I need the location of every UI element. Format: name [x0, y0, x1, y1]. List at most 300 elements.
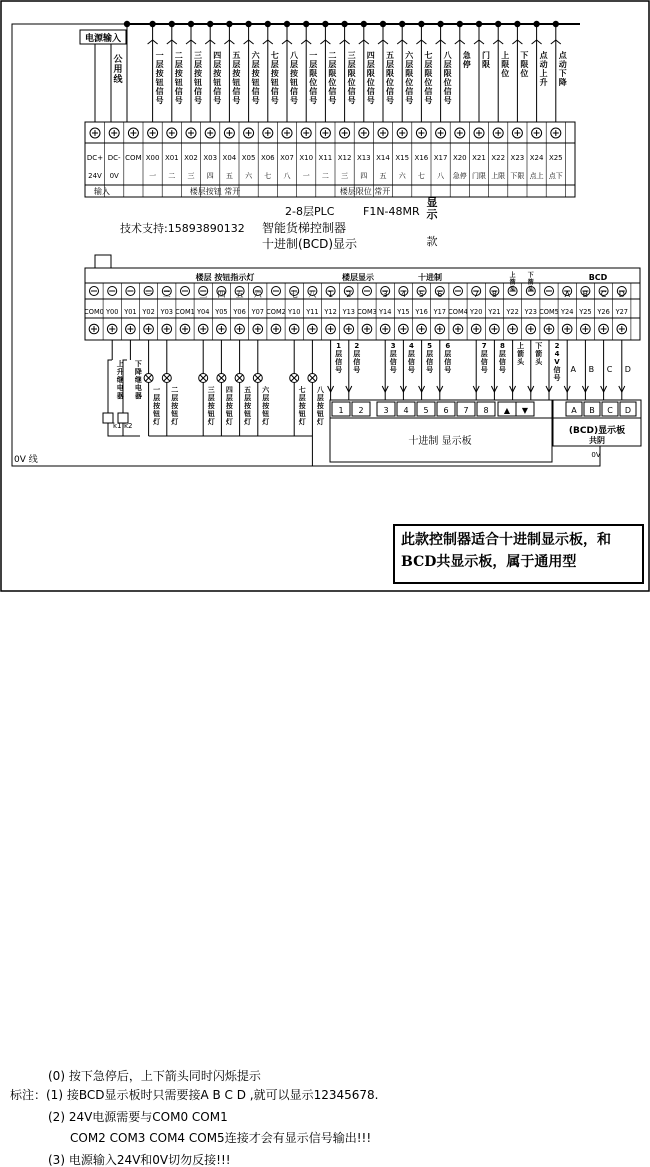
svg-text:按: 按 [174, 69, 183, 78]
bottom-terminal-y02: Y02 [142, 308, 155, 316]
svg-text:八: 八 [443, 51, 452, 60]
svg-text:按: 按 [270, 69, 279, 78]
top-terminal-sub-15: 五 [379, 172, 387, 180]
output-wire-label-19 [535, 341, 543, 366]
bcd-cell-label-0: A [571, 406, 577, 415]
output-wire-label-3 [170, 386, 179, 426]
plc-title-line1: 2-8层PLC [285, 205, 335, 218]
bottom-sub-label-15: 8 [491, 290, 497, 299]
svg-text:用: 用 [113, 65, 123, 75]
bottom-sub-label-20: C [600, 290, 607, 299]
svg-text:灯: 灯 [316, 418, 324, 426]
top-terminal-x25: X25 [548, 154, 563, 162]
svg-text:钮: 钮 [155, 78, 164, 87]
svg-text:号: 号 [366, 96, 375, 105]
decimal-group-label: 十进制 [418, 273, 442, 282]
output-wire-label-7 [261, 385, 270, 426]
bottom-terminal-y04: Y04 [196, 308, 210, 316]
top-terminal-sub-1: 0V [109, 172, 119, 180]
bcd-cell-label-1: B [589, 406, 595, 415]
svg-text:钮: 钮 [174, 78, 183, 87]
svg-text:急: 急 [462, 51, 471, 60]
svg-text:信: 信 [386, 87, 394, 96]
bottom-terminal-com0: COM0 [84, 308, 104, 316]
svg-text:钮: 钮 [251, 78, 260, 87]
svg-text:显: 显 [426, 196, 438, 209]
svg-text:二: 二 [171, 386, 179, 394]
top-terminal-sub-16: 六 [398, 172, 406, 180]
svg-text:按: 按 [194, 69, 202, 78]
top-terminal-x22: X22 [491, 154, 506, 162]
svg-text:降: 降 [134, 368, 142, 376]
svg-text:信: 信 [553, 366, 561, 374]
svg-text:四: 四 [225, 386, 233, 394]
svg-text:信: 信 [480, 358, 488, 366]
svg-text:层: 层 [405, 60, 414, 69]
top-wire-label-16 [463, 50, 472, 69]
svg-text:号: 号 [328, 96, 337, 105]
svg-text:信: 信 [270, 87, 279, 96]
svg-text:号: 号 [270, 96, 279, 105]
svg-text:位: 位 [386, 78, 394, 87]
svg-text:头: 头 [535, 358, 543, 366]
svg-text:灯: 灯 [225, 418, 233, 426]
bottom-terminal-y21: Y21 [488, 308, 501, 316]
output-wire-label-13 [408, 342, 415, 374]
bcd-wire-label-3: D [624, 365, 631, 374]
note-2: (2) 24V电源需要与COM0 COM1 [48, 1110, 228, 1124]
bcd-cell-label-2: C [607, 406, 613, 415]
top-wire-label-18 [500, 50, 509, 78]
output-wire-label-11 [353, 342, 360, 374]
svg-text:信: 信 [194, 87, 202, 96]
svg-text:号: 号 [232, 96, 241, 105]
top-wire-label-6 [270, 50, 280, 105]
bottom-terminal-y07: Y07 [251, 308, 265, 316]
svg-text:层: 层 [353, 350, 361, 358]
output-wire-label-8 [298, 385, 307, 426]
svg-text:钮: 钮 [225, 410, 233, 418]
svg-text:器: 器 [116, 392, 124, 400]
decimal-cell-label-5: 6 [443, 406, 449, 415]
svg-text:钮: 钮 [153, 410, 161, 418]
svg-text:层: 层 [213, 60, 222, 69]
svg-text:四: 四 [366, 51, 375, 60]
bottom-terminal-y15: Y15 [397, 308, 410, 316]
compatibility-note-box: 此款控制器适合十进制显示板，和BCD共显示板，属于通用型 [393, 524, 644, 584]
bottom-terminal-y11: Y11 [306, 308, 319, 316]
svg-text:按: 按 [298, 402, 306, 410]
svg-text:下: 下 [558, 69, 567, 78]
svg-text:升: 升 [116, 368, 124, 376]
svg-text:位: 位 [501, 69, 510, 78]
svg-text:按: 按 [171, 402, 179, 410]
svg-text:号: 号 [444, 366, 452, 374]
svg-text:层: 层 [232, 60, 241, 69]
common-line-label [113, 54, 123, 85]
bottom-terminal-y00: Y00 [105, 308, 119, 316]
svg-text:三: 三 [207, 386, 215, 394]
svg-text:号: 号 [347, 96, 356, 105]
top-terminal-sub-10: 八 [283, 172, 291, 180]
svg-text:信: 信 [347, 87, 356, 96]
svg-text:号: 号 [443, 96, 452, 105]
svg-text:层: 层 [443, 60, 452, 69]
top-wire-label-1 [174, 51, 184, 105]
input-group-label: 输入 [94, 187, 110, 196]
bottom-sub-label-4: 五 [235, 290, 244, 299]
top-terminal-x04: X04 [222, 154, 237, 162]
svg-text:位: 位 [424, 78, 433, 87]
svg-text:号: 号 [309, 96, 318, 105]
bottom-terminal-y03: Y03 [160, 308, 174, 316]
output-wire-label-16 [481, 342, 488, 374]
bottom-sub-label-1: 二 [162, 290, 171, 299]
svg-text:层: 层 [407, 350, 415, 358]
svg-text:号: 号 [155, 96, 164, 105]
svg-text:继: 继 [134, 376, 142, 384]
svg-text:下: 下 [134, 360, 142, 368]
svg-text:信: 信 [498, 358, 506, 366]
svg-text:号: 号 [480, 366, 488, 374]
bottom-sub-label-21: D [618, 290, 625, 299]
svg-text:六: 六 [262, 386, 270, 394]
output-wire-label-20 [554, 342, 561, 382]
output-wire-label-17 [499, 342, 506, 374]
svg-text:信: 信 [353, 358, 361, 366]
svg-text:点: 点 [558, 51, 567, 60]
bcd-zero-v-label: 0V [591, 451, 601, 459]
svg-text:钮: 钮 [213, 78, 222, 87]
top-terminal-sub-8: 六 [245, 172, 253, 180]
top-terminal-sub-7: 五 [225, 172, 233, 180]
svg-text:号: 号 [213, 96, 222, 105]
display-type-label [427, 195, 439, 248]
svg-text:号: 号 [405, 96, 414, 105]
svg-text:信: 信 [155, 87, 164, 96]
top-terminal-x14: X14 [376, 154, 390, 162]
top-wire-label-15 [443, 51, 453, 105]
bottom-sub-label-10: 3 [382, 290, 388, 299]
top-wire-label-4 [231, 51, 241, 105]
svg-text:层: 层 [225, 394, 233, 402]
svg-text:八: 八 [316, 386, 324, 394]
top-terminal-x06: X06 [260, 154, 275, 162]
top-terminal-sub-14: 四 [360, 172, 368, 180]
svg-text:1: 1 [336, 342, 342, 350]
top-terminal-sub-23: 点上 [529, 172, 544, 180]
plc-model: F1N-48MR [363, 205, 420, 218]
svg-text:层: 层 [298, 394, 306, 402]
svg-text:按: 按 [155, 69, 164, 78]
svg-text:号: 号 [251, 96, 260, 105]
output-wire-label-5 [225, 386, 234, 426]
svg-text:停: 停 [462, 60, 471, 69]
svg-text:钮: 钮 [232, 78, 241, 87]
decimal-cell-label-1: 2 [358, 406, 364, 415]
top-terminal-sub-4: 二 [168, 172, 176, 180]
top-wire-label-11 [366, 51, 375, 105]
svg-text:七: 七 [298, 386, 306, 394]
svg-text:信: 信 [328, 87, 337, 96]
tech-support: 技术支持:15893890132 [120, 222, 245, 235]
bottom-sub-label-11: 4 [400, 290, 406, 299]
svg-text:器: 器 [134, 392, 142, 400]
svg-text:三: 三 [347, 51, 356, 60]
svg-text:层: 层 [153, 394, 161, 402]
top-wire-label-19 [519, 50, 528, 78]
bottom-terminal-y24: Y24 [560, 308, 574, 316]
svg-text:钮: 钮 [290, 78, 298, 87]
svg-text:款: 款 [426, 235, 438, 248]
svg-text:号: 号 [386, 96, 394, 105]
output-wire-label-18 [517, 341, 525, 366]
zero-v-label: 0V 线 [14, 455, 38, 465]
svg-text:限: 限 [366, 69, 375, 78]
svg-text:六: 六 [251, 51, 260, 60]
floor-lights-group-label: 楼层 按钮指示灯 [195, 273, 255, 282]
svg-text:电: 电 [116, 384, 124, 392]
top-wire-label-0 [155, 51, 165, 105]
svg-text:按: 按 [244, 402, 252, 410]
svg-text:灯: 灯 [298, 418, 306, 426]
output-wire-label-14 [426, 342, 433, 374]
top-wire-label-14 [423, 50, 432, 105]
top-terminal-x15: X15 [395, 154, 410, 162]
svg-text:上: 上 [116, 360, 124, 368]
svg-text:上: 上 [509, 272, 516, 279]
svg-text:层: 层 [309, 60, 318, 69]
svg-text:按: 按 [290, 69, 298, 78]
svg-text:层: 层 [426, 350, 434, 358]
svg-text:限: 限 [309, 69, 318, 78]
svg-text:2: 2 [554, 342, 560, 350]
top-terminal-sub-17: 七 [417, 172, 425, 180]
svg-text:示: 示 [426, 208, 438, 221]
top-wire-label-5 [251, 50, 261, 105]
bcd-wire-label-2: C [606, 365, 613, 374]
svg-text:按: 按 [232, 69, 241, 78]
svg-text:限: 限 [501, 60, 510, 69]
svg-text:位: 位 [520, 69, 529, 78]
svg-text:号: 号 [407, 366, 415, 374]
svg-text:信: 信 [290, 87, 298, 96]
svg-text:层: 层 [290, 60, 298, 69]
svg-text:层: 层 [335, 350, 343, 358]
top-input-wires [148, 24, 568, 122]
top-wire-label-20 [540, 50, 549, 87]
svg-text:V: V [554, 358, 560, 366]
bottom-terminal-y13: Y13 [342, 308, 356, 316]
svg-text:号: 号 [335, 366, 343, 374]
bottom-terminal-y20: Y20 [469, 308, 483, 316]
svg-text:层: 层 [328, 60, 337, 69]
top-wire-label-21 [559, 50, 568, 87]
svg-text:信: 信 [232, 87, 241, 96]
output-wire-label-2 [152, 386, 161, 426]
decimal-board-title: 十进制 显示板 [408, 436, 472, 447]
svg-text:限: 限 [424, 69, 433, 78]
decimal-cell-label-9: ▼ [521, 406, 529, 415]
floor-limits-group-label: 楼层限位 常开 [339, 187, 391, 196]
bcd-board-title: (BCD)显示板 [568, 426, 626, 436]
top-terminal-x11: X11 [318, 154, 333, 162]
svg-text:位: 位 [443, 78, 452, 87]
top-terminal-x16: X16 [414, 154, 429, 162]
top-terminal-x13: X13 [356, 154, 371, 162]
svg-text:层: 层 [424, 60, 433, 69]
svg-text:层: 层 [480, 350, 488, 358]
svg-text:信: 信 [426, 358, 434, 366]
svg-text:层: 层 [270, 60, 279, 69]
top-wire-label-17 [482, 50, 490, 69]
common-line-text [113, 54, 123, 85]
display-type-text [427, 195, 439, 221]
svg-text:上: 上 [539, 69, 548, 78]
svg-text:按: 按 [316, 402, 324, 410]
top-terminal-com: COM [125, 154, 142, 162]
decimal-cell-label-2: 3 [383, 406, 389, 415]
svg-text:头: 头 [527, 286, 534, 293]
svg-text:信: 信 [407, 358, 415, 366]
note-1: (1) 接BCD显示板时只需要接A B C D ,就可以显示12345678. [46, 1088, 379, 1102]
svg-text:五: 五 [244, 386, 252, 394]
bottom-terminal-y14: Y14 [378, 308, 392, 316]
bottom-sub-label-16 [510, 271, 517, 293]
decimal-cell-label-4: 5 [423, 406, 429, 415]
svg-text:箭: 箭 [527, 279, 534, 286]
svg-text:信: 信 [309, 87, 318, 96]
bottom-sub-label-17 [528, 271, 535, 293]
top-wire-label-3 [212, 51, 222, 105]
svg-text:限: 限 [443, 69, 452, 78]
decimal-cell-label-0: 1 [338, 406, 344, 415]
svg-text:头: 头 [509, 286, 516, 293]
svg-text:按: 按 [251, 69, 260, 78]
com0-jumper [95, 255, 111, 268]
bottom-terminal-y25: Y25 [579, 308, 592, 316]
top-terminal-x20: X20 [452, 154, 467, 162]
note-2b: COM2 COM3 COM4 COM5连接才会有显示信号输出!!! [70, 1131, 372, 1145]
top-wire-label-8 [308, 51, 317, 105]
svg-text:限: 限 [482, 60, 490, 69]
svg-text:限: 限 [405, 69, 414, 78]
top-terminal-sub-3: 一 [149, 172, 157, 180]
bottom-sub-label-5: 六 [253, 290, 262, 299]
svg-text:钮: 钮 [270, 78, 279, 87]
relay-k1-label: k1 [113, 422, 122, 430]
svg-text:信: 信 [174, 87, 183, 96]
top-terminal-sub-9: 七 [264, 172, 272, 180]
output-wire-label-9 [316, 386, 325, 426]
svg-text:层: 层 [366, 60, 375, 69]
top-terminal-dc-: DC- [107, 154, 121, 162]
svg-text:钮: 钮 [262, 410, 270, 418]
svg-text:2: 2 [354, 342, 360, 350]
svg-text:限: 限 [386, 69, 394, 78]
bottom-terminal-y06: Y06 [233, 308, 246, 316]
bottom-terminal-com5: COM5 [539, 308, 559, 316]
svg-text:五: 五 [232, 51, 241, 60]
top-terminal-sub-20: 门限 [472, 172, 486, 180]
svg-text:位: 位 [405, 78, 414, 87]
power-input-label: 电源输入 [84, 34, 122, 44]
svg-text:八: 八 [290, 51, 298, 60]
bottom-sub-label-3: 四 [217, 290, 226, 299]
relay-k1 [103, 413, 113, 423]
svg-text:8: 8 [499, 342, 505, 350]
top-terminal-x24: X24 [529, 154, 544, 162]
top-terminal-x23: X23 [510, 154, 525, 162]
svg-text:按: 按 [262, 402, 270, 410]
svg-text:上: 上 [501, 51, 510, 60]
svg-text:号: 号 [174, 96, 183, 105]
bottom-sub-label-6: 七 [290, 290, 299, 299]
output-wire-label-15 [444, 342, 451, 374]
top-terminal-x17: X17 [433, 154, 448, 162]
top-wire-label-10 [347, 51, 356, 105]
svg-text:动: 动 [539, 60, 548, 69]
relay-k2-label: k2 [124, 422, 133, 430]
decimal-cell-label-8: ▲ [503, 406, 511, 415]
top-terminal-sub-24: 点下 [548, 172, 563, 180]
svg-text:钮: 钮 [171, 410, 179, 418]
top-terminal-sub-21: 上限 [491, 172, 506, 180]
top-wire-label-9 [327, 51, 336, 105]
svg-text:钮: 钮 [207, 410, 215, 418]
svg-text:箭: 箭 [517, 350, 525, 358]
top-terminal-x21: X21 [472, 154, 486, 162]
bottom-terminal-y27: Y27 [615, 308, 629, 316]
svg-text:信: 信 [389, 358, 397, 366]
svg-text:钮: 钮 [298, 410, 306, 418]
svg-text:电: 电 [134, 384, 142, 392]
svg-text:七: 七 [424, 51, 433, 60]
svg-text:5: 5 [427, 342, 433, 350]
bottom-sub-label-12: 5 [419, 290, 425, 299]
top-terminal-sub-18: 八 [437, 172, 445, 180]
bottom-terminal-y17: Y17 [433, 308, 447, 316]
svg-text:层: 层 [155, 60, 164, 69]
svg-text:二: 二 [328, 51, 337, 60]
svg-text:号: 号 [424, 96, 433, 105]
top-terminal-sub-5: 三 [187, 172, 195, 180]
plc-title-line3: 十进制(BCD)显示 [262, 237, 358, 251]
top-terminal-sub-19: 急停 [452, 172, 467, 180]
top-terminal-x00: X00 [145, 154, 160, 162]
svg-text:钮: 钮 [316, 410, 324, 418]
decimal-cell-label-7: 8 [483, 406, 489, 415]
svg-text:层: 层 [207, 394, 215, 402]
bottom-terminal-y05: Y05 [215, 308, 228, 316]
decimal-cell-label-3: 4 [403, 406, 409, 415]
svg-text:公: 公 [113, 55, 123, 65]
svg-text:头: 头 [517, 358, 525, 366]
output-wire-label-1 [134, 359, 142, 400]
top-terminal-x05: X05 [241, 154, 256, 162]
svg-text:6: 6 [445, 342, 451, 350]
svg-text:升: 升 [539, 78, 548, 87]
bottom-terminal-y26: Y26 [597, 308, 610, 316]
bottom-sub-label-2: 三 [199, 290, 208, 299]
top-terminal-sub-12: 二 [321, 172, 329, 180]
bcd-cell-label-3: D [624, 406, 632, 415]
decimal-cell-label-6: 7 [463, 406, 469, 415]
svg-text:号: 号 [353, 366, 361, 374]
bottom-sub-label-0: 一 [144, 290, 153, 299]
svg-text:位: 位 [328, 78, 337, 87]
svg-text:号: 号 [290, 96, 298, 105]
